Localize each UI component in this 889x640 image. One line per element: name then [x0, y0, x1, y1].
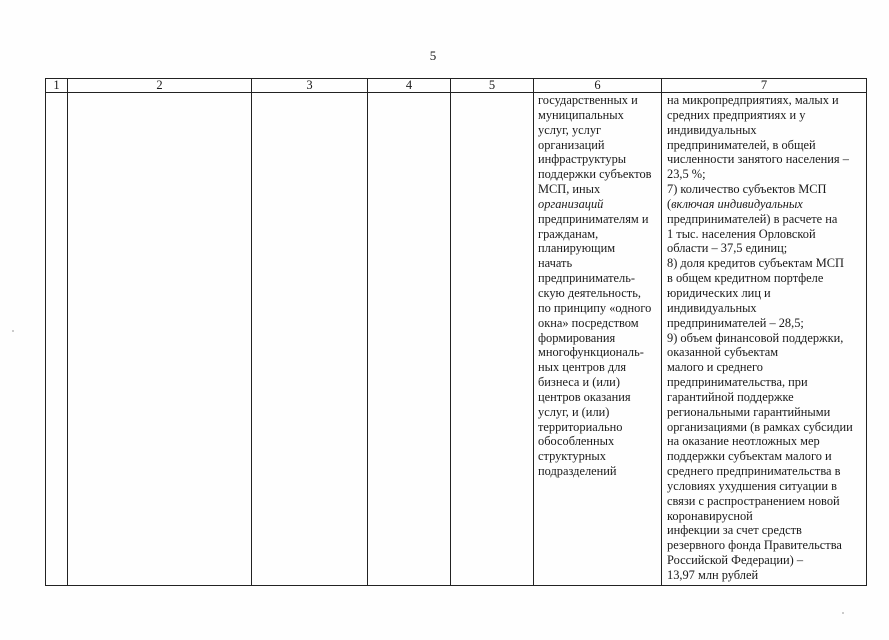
scan-speck: [842, 612, 844, 614]
col7-text: [662, 93, 866, 583]
column-header-2: 2: [68, 79, 252, 93]
table-cell-col6: [534, 93, 662, 586]
col6-italic-word: организаций: [538, 196, 604, 211]
column-header-6: 6: [534, 79, 662, 93]
table-cell-col5: [451, 93, 534, 586]
table-cell-col1: [46, 93, 68, 586]
table-cell-col4: [368, 93, 451, 586]
table-cell-col7: [662, 93, 867, 586]
column-header-1: 1: [46, 79, 68, 93]
column-header-7: 7: [662, 79, 867, 93]
scan-speck: [12, 330, 14, 332]
col6-text-rest: предпринимателям и гражданам, планирующим начать предприниматель- скую деятельность, по принципу «одного окна» посредством формирования многофункциональ- ных центров для бизнеса и (или) центров оказания услуг, и (или) территориально обособленных структурных подразделений: [538, 211, 652, 479]
column-header-5: 5: [451, 79, 534, 93]
table-cell-col3: [252, 93, 368, 586]
column-header-4: 4: [368, 79, 451, 93]
column-header-3: 3: [252, 79, 368, 93]
data-table: [45, 78, 867, 586]
col6-text: [534, 93, 661, 479]
table-cell-col2: [68, 93, 252, 586]
col7-text-rest: предпринимателей) в расчете на 1 тыс. населения Орловской области – 37,5 единиц; 8) доля кредитов субъектам МСП в общем кредитном портфеле юридических лиц и индивидуальных предпринимателей – 28,5; 9) объем финансовой поддержки, оказанной субъектам малого и среднего предпринимательства, при гарантийной поддержке региональными гарантийными организациями (в рамках субсидии на оказание неотложных мер поддержки субъектам малого и среднего предпринимательства в условиях ухудшения ситуации в связи с распространением новой коронавирусной инфекции за счет средств резервного фонда Правительства Российской Федерации) – 13,97 млн рублей: [667, 211, 853, 582]
table-row: [46, 93, 867, 586]
col7-italic-phrase: включая индивидуальных: [671, 196, 803, 211]
col6-text-start: государственных и муниципальных услуг, услуг организаций инфраструктуры поддержки субъектов МСП, иных: [538, 93, 652, 197]
page-number: 5: [429, 48, 437, 63]
header-row: [46, 79, 867, 93]
col7-text-start: на микропредприятиях, малых и средних предприятиях и у индивидуальных предпринимателей, в общей численности занятого населения – 23,5 %; 7) количество субъектов МСП (: [667, 93, 849, 211]
